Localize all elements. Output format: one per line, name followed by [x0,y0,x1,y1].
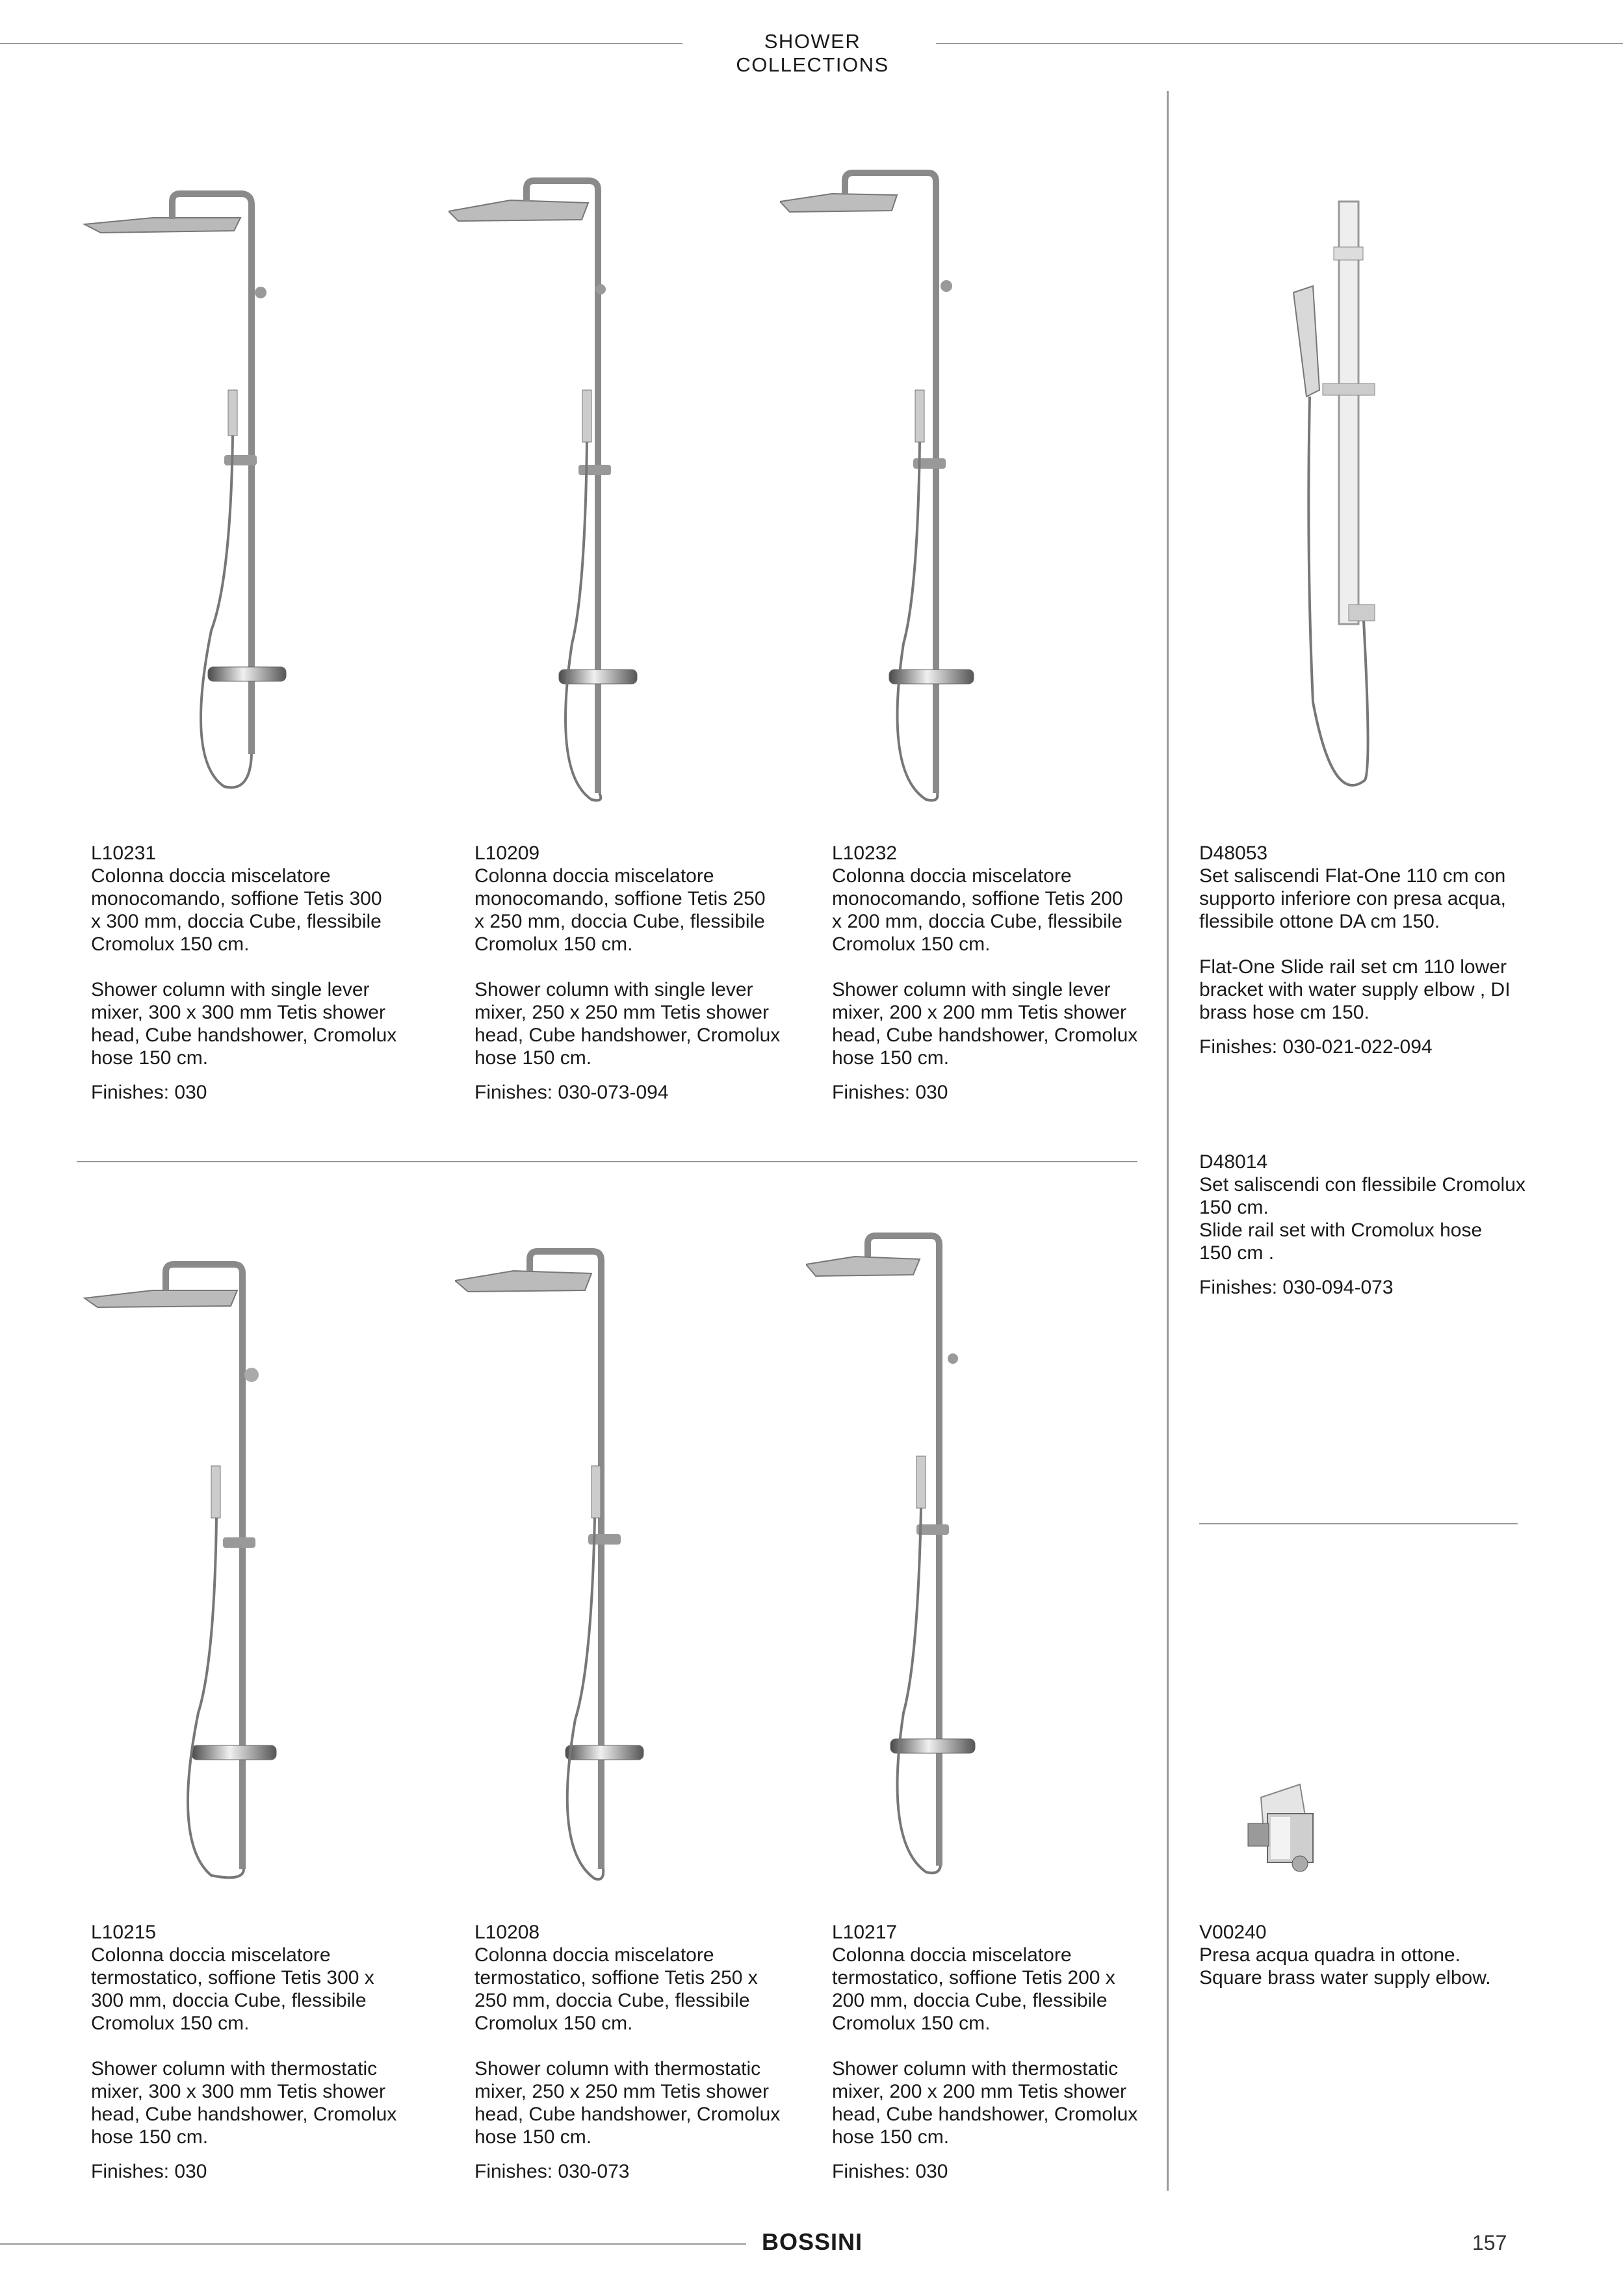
finishes: Finishes: 030-094-073 [1199,1277,1394,1298]
header-rule-left [0,43,682,44]
finishes: Finishes: 030 [91,2161,207,2182]
product-d48014 [1199,1151,1563,1299]
shower-column-image-l10217 [806,1232,1001,1901]
finishes: Finishes: 030 [832,2161,948,2182]
description-it: Colonna doccia miscelatore termostatico, soffione Tetis 200 x 200 mm, doccia Cube, flessibile Cromolux 150 cm. [832,1944,1115,2034]
description-it: Colonna doccia miscelatore monocomando, soffione Tetis 300 x 300 mm, doccia Cube, flessibile Cromolux 150 cm. [91,865,382,955]
description-it: Set saliscendi con flessibile Cromolux 150 cm. [1199,1174,1526,1218]
product-code: L10208 [474,1922,540,1943]
shower-column-image-l10231 [81,189,302,813]
description-en: Shower column with thermostatic mixer, 200 x 200 mm Tetis shower head, Cube handshower, Cromolux hose 150 cm. [832,2058,1138,2148]
description-it: Colonna doccia miscelatore termostatico, soffione Tetis 250 x 250 mm, doccia Cube, flessibile Cromolux 150 cm. [474,1944,758,2034]
sidebar-divider [1199,1523,1518,1524]
description-en: Shower column with single lever mixer, 300 x 300 mm Tetis shower head, Cube handshower, Cromolux hose 150 cm. [91,979,397,1069]
product-code: V00240 [1199,1922,1267,1943]
shower-column-image-l10209 [448,176,663,819]
finishes: Finishes: 030 [832,1082,948,1103]
product-v00240 [1199,1921,1563,1989]
product-l10217 [832,1921,1157,2183]
product-l10208 [474,1921,799,2183]
shower-column-image-l10208 [455,1245,650,1901]
product-l10209 [474,842,799,1104]
water-supply-elbow-image-v00240 [1235,1778,1339,1882]
footer-rule [0,2243,746,2245]
finishes: Finishes: 030 [91,1082,207,1103]
shower-column-image-l10232 [780,169,994,819]
description-en: Flat-One Slide rail set cm 110 lower bracket with water supply elbow , DI brass hose cm 150. [1199,956,1511,1023]
product-code: D48014 [1199,1151,1268,1173]
description-en: Square brass water supply elbow. [1199,1967,1491,1989]
product-d48053 [1199,842,1563,1058]
description-en: Shower column with single lever mixer, 250 x 250 mm Tetis shower head, Cube handshower, Cromolux hose 150 cm. [474,979,781,1069]
finishes: Finishes: 030-073-094 [474,1082,669,1103]
product-l10215 [91,1921,416,2183]
product-code: L10215 [91,1922,157,1943]
description-en: Shower column with thermostatic mixer, 250 x 250 mm Tetis shower head, Cube handshower, Cromolux hose 150 cm. [474,2058,781,2148]
description-it: Colonna doccia miscelatore monocomando, soffione Tetis 200 x 200 mm, doccia Cube, flessibile Cromolux 150 cm. [832,865,1123,955]
description-it: Set saliscendi Flat-One 110 cm con supporto inferiore con presa acqua, flessibile ottone DA cm 150. [1199,865,1506,932]
description-en: Slide rail set with Cromolux hose 150 cm . [1199,1220,1483,1264]
shower-column-image-l10215 [81,1258,289,1908]
description-en: Shower column with single lever mixer, 200 x 200 mm Tetis shower head, Cube handshower, Cromolux hose 150 cm. [832,979,1138,1069]
slide-rail-image-d48053 [1287,195,1417,800]
description-it: Presa acqua quadra in ottone. [1199,1944,1461,1966]
description-it: Colonna doccia miscelatore termostatico, soffione Tetis 300 x 300 mm, doccia Cube, flessibile Cromolux 150 cm. [91,1944,374,2034]
product-l10232 [832,842,1157,1104]
product-l10231 [91,842,416,1104]
finishes: Finishes: 030-073 [474,2161,630,2182]
product-code: D48053 [1199,842,1268,864]
product-code: L10217 [832,1922,898,1943]
product-code: L10209 [474,842,540,864]
product-code: L10231 [91,842,157,864]
row-divider [77,1161,1137,1162]
page-section-title: SHOWER COLLECTIONS [736,30,889,76]
finishes: Finishes: 030-021-022-094 [1199,1036,1433,1058]
product-code: L10232 [832,842,898,864]
description-en: Shower column with thermostatic mixer, 300 x 300 mm Tetis shower head, Cube handshower, Cromolux hose 150 cm. [91,2058,397,2148]
description-it: Colonna doccia miscelatore monocomando, soffione Tetis 250 x 250 mm, doccia Cube, flessibile Cromolux 150 cm. [474,865,766,955]
brand-logo: BOSSINI [762,2228,863,2255]
header-rule-right [936,43,1623,44]
column-divider [1167,91,1169,2191]
page-number: 157 [1472,2231,1507,2254]
